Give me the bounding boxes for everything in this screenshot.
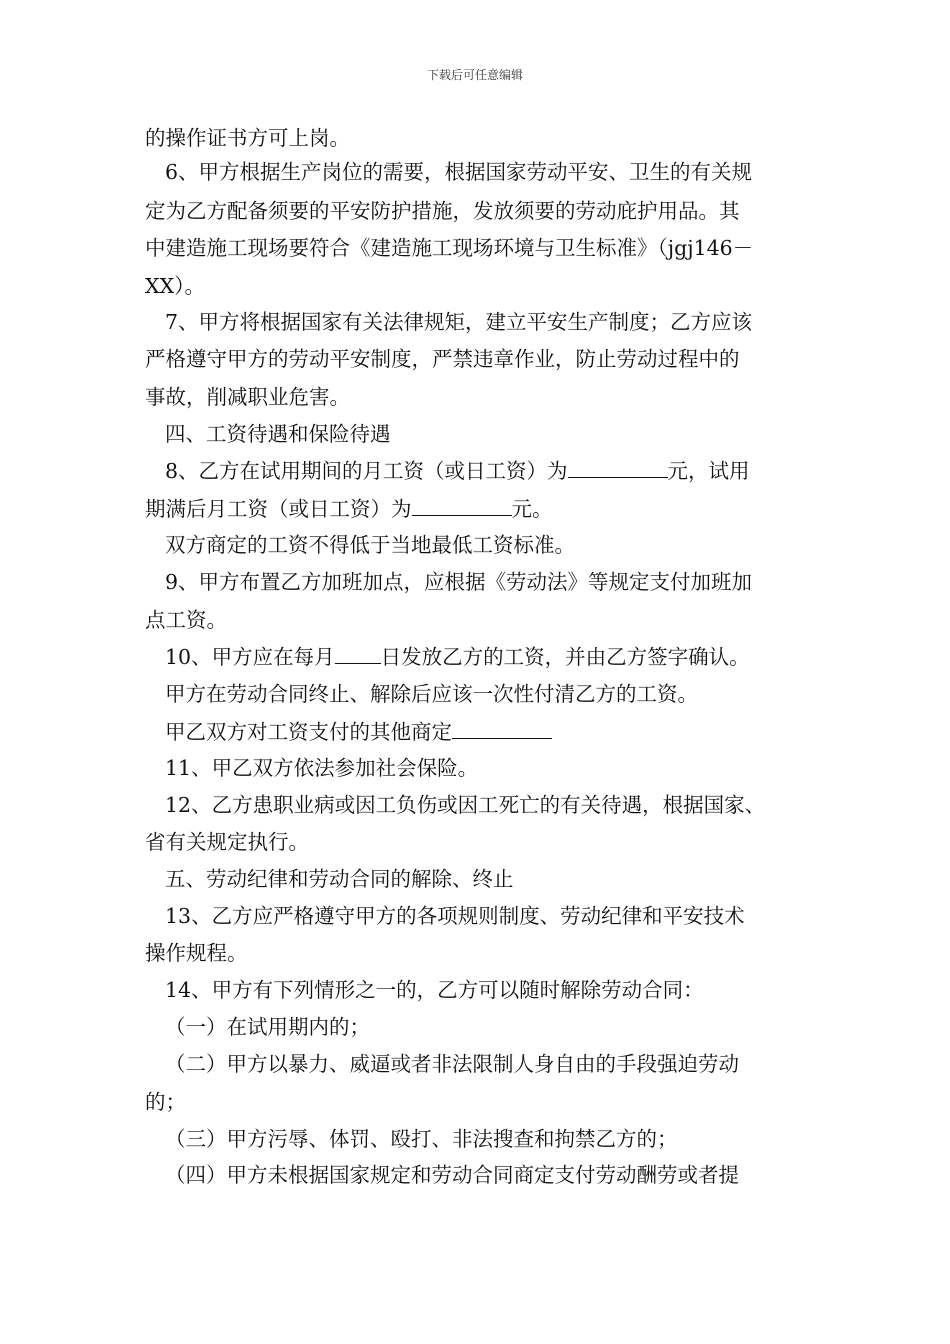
- text-segment: 8、乙方在试用期间的月工资（或日工资）为: [165, 459, 568, 483]
- text-segment: （四）甲方未根据国家规定和劳动合同商定支付劳动酬劳或者提: [165, 1163, 739, 1187]
- text-line: [0, 382, 950, 412]
- text-line: [0, 344, 950, 374]
- text-line: [0, 790, 950, 820]
- text-line: [0, 901, 950, 931]
- text-segment: 事故，削减职业危害。: [145, 385, 350, 409]
- text-segment: （二）甲方以暴力、威逼或者非法限制人身自由的手段强迫劳动: [165, 1052, 739, 1076]
- fill-in-blank: [335, 641, 381, 664]
- text-line: [0, 864, 950, 894]
- text-line: [0, 1049, 950, 1079]
- text-line: [0, 975, 950, 1005]
- text-segment: 元。: [511, 497, 553, 521]
- text-line: [0, 827, 950, 857]
- text-segment: 的操作证书方可上岗。: [145, 126, 350, 150]
- text-line: [0, 641, 950, 672]
- fill-in-blank: [412, 493, 512, 516]
- text-segment: XX）。: [145, 274, 205, 298]
- text-line: [0, 233, 950, 263]
- text-line: [0, 157, 950, 187]
- text-segment: 期满后月工资（或日工资）为: [145, 497, 412, 521]
- fill-in-blank: [568, 455, 668, 478]
- text-line: [0, 493, 950, 524]
- text-segment: 甲乙双方对工资支付的其他商定: [165, 720, 452, 744]
- text-segment: 甲方在劳动合同终止、解除后应该一次性付清乙方的工资。: [165, 682, 698, 706]
- text-segment: 12、乙方患职业病或因工负伤或因工死亡的有关待遇，根据国家、: [165, 793, 766, 817]
- text-line: [0, 753, 950, 783]
- text-line: [0, 419, 950, 449]
- text-segment: 四、工资待遇和保险待遇: [165, 422, 391, 446]
- page-header: 下载后可任意编辑: [426, 68, 523, 82]
- text-line: [0, 1124, 950, 1154]
- text-line: [0, 1012, 950, 1042]
- text-segment: 元，试用: [667, 459, 750, 483]
- text-line: [0, 605, 950, 635]
- text-segment: 9、甲方布置乙方加班加点，应根据《劳动法》等规定支付加班加: [165, 570, 753, 594]
- text-line: [0, 530, 950, 560]
- text-segment: （一）在试用期内的；: [165, 1015, 370, 1039]
- text-segment: 10、甲方应在每月: [165, 645, 335, 669]
- text-segment: 中建造施工现场要符合《建造施工现场环境与卫生标准》（jgj146－: [145, 236, 754, 260]
- text-line: [0, 307, 950, 337]
- text-segment: 双方商定的工资不得低于当地最低工资标准。: [165, 533, 575, 557]
- text-segment: 点工资。: [145, 608, 227, 632]
- text-line: [0, 1087, 950, 1117]
- text-segment: 14、甲方有下列情形之一的，乙方可以随时解除劳动合同：: [165, 978, 704, 1002]
- text-segment: 严格遵守甲方的劳动平安制度，严禁违章作业，防止劳动过程中的: [145, 347, 740, 371]
- text-segment: （三）甲方污辱、体罚、殴打、非法搜查和拘禁乙方的；: [165, 1127, 678, 1151]
- text-line: [0, 938, 950, 968]
- text-segment: 的；: [145, 1090, 186, 1114]
- text-segment: 操作规程。: [145, 941, 248, 965]
- text-segment: 五、劳动纪律和劳动合同的解除、终止: [165, 867, 514, 891]
- text-segment: 7、甲方将根据国家有关法律规矩，建立平安生产制度；乙方应该: [165, 310, 753, 334]
- text-segment: 11、甲乙双方依法参加社会保险。: [165, 756, 479, 780]
- text-line: [0, 679, 950, 709]
- text-line: [0, 455, 950, 486]
- text-segment: 日发放乙方的工资，并由乙方签字确认。: [380, 645, 750, 669]
- text-segment: 省有关规定执行。: [145, 830, 309, 854]
- text-segment: 6、甲方根据生产岗位的需要，根据国家劳动平安、卫生的有关规: [165, 160, 753, 184]
- text-line: [0, 716, 950, 747]
- fill-in-blank: [452, 716, 552, 739]
- text-line: [0, 271, 950, 301]
- text-segment: 13、乙方应严格遵守甲方的各项规则制度、劳动纪律和平安技术: [165, 904, 745, 928]
- text-segment: 定为乙方配备须要的平安防护措施，发放须要的劳动庇护用品。其: [145, 199, 740, 223]
- text-line: [0, 567, 950, 597]
- text-line: [0, 1160, 950, 1190]
- text-line: [0, 123, 950, 153]
- text-line: [0, 196, 950, 226]
